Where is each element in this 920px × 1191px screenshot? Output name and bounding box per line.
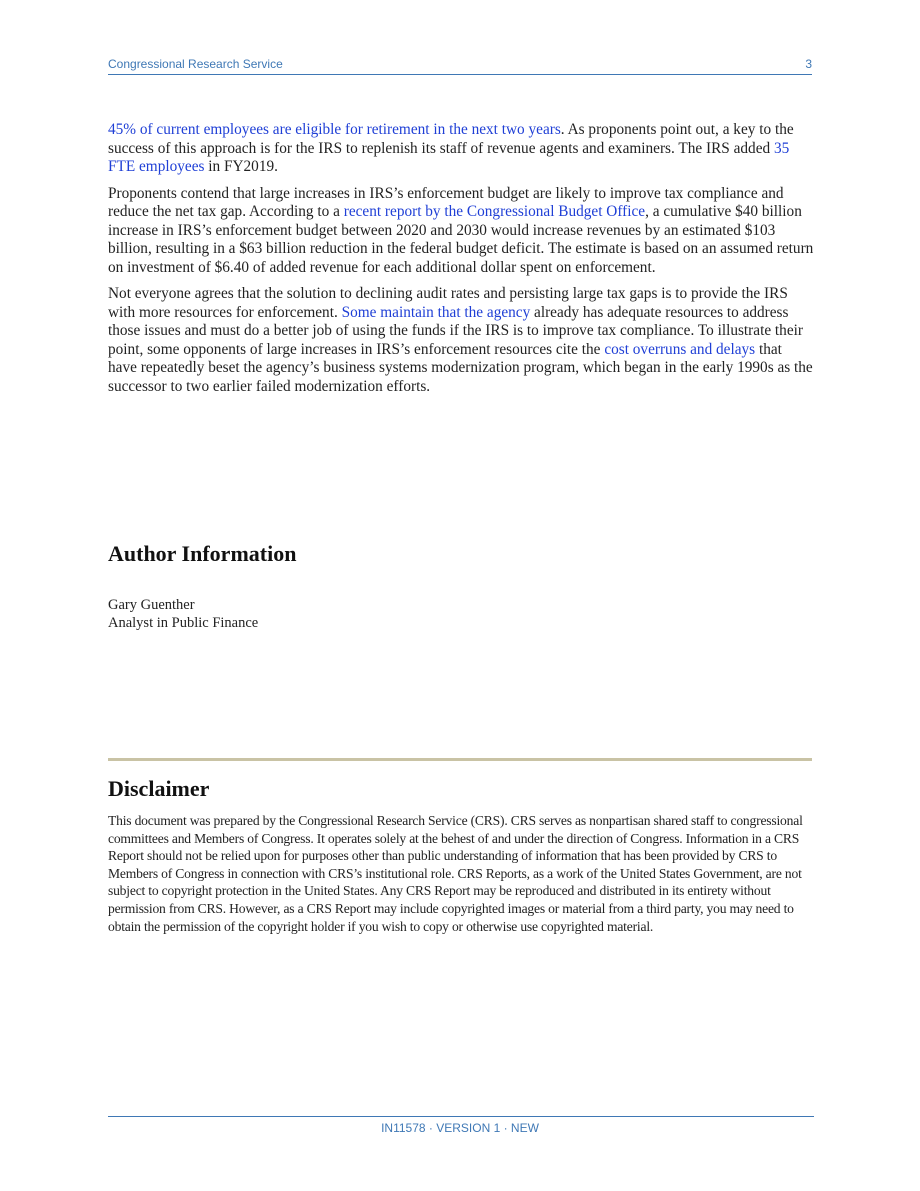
body-text — [108, 121, 814, 404]
paragraph-1-text-b: in FY2019. — [204, 158, 278, 175]
link-retirement-eligible[interactable]: 45% of current employees are eligible for retirement in the next two years — [108, 121, 561, 138]
disclaimer-text: This document was prepared by the Congressional Research Service (CRS). CRS serves as nonpartisan shared staff to congressional committees and Members of Congress. It operates solely at the behest of and under the direction of Congress. Information in a CRS Report should not be relied upon for purposes other than public understanding of information that has been provided by CRS to Members of Congress in connection with CRS’s institutional role. CRS Reports, as a work of the United States Government, are not subject to copyright protection in the United States. Any CRS Report may be reproduced and distributed in its entirety without permission from CRS. However, as a CRS Report may include copyrighted images or material from a third party, you may need to obtain the permission of the copyright holder if you wish to copy or otherwise use copyrighted material. — [108, 813, 803, 934]
paragraph-3-text-a: Not everyone agrees that the solution to declining audit rates and persisting large tax gaps is to provide the IRS with more resources for enforcement. — [108, 285, 788, 321]
paragraph-2 — [108, 185, 814, 278]
author-name: Gary Guenther — [108, 597, 195, 613]
link-cost-overruns[interactable]: cost overruns and delays — [604, 340, 756, 358]
paragraph-3-text-c: that have repeatedly beset the agency’s business systems modernization program, which began in the early 1990s as the successor to two earlier failed modernization efforts. — [108, 340, 813, 395]
author-information-heading: Author Information — [108, 541, 297, 566]
link-some-maintain[interactable]: Some maintain that the agency — [341, 303, 531, 321]
author-block — [108, 596, 258, 632]
paragraph-3-text-b: already has adequate resources to address those issues and must do a better job of using the funds if the IRS is to improve tax compliance. To illustrate their point, some opponents of large increases in IRS’s enforcement resources cite the — [108, 303, 803, 358]
footer-document-id: IN11578 · VERSION 1 · NEW — [381, 1121, 539, 1135]
paragraph-2-text-a: Proponents contend that large increases in IRS’s enforcement budget are likely to improve tax compliance and reduce the net tax gap. According to a — [108, 184, 784, 220]
header-org-name: Congressional Research Service — [108, 57, 283, 71]
author-title: Analyst in Public Finance — [108, 615, 259, 631]
section-divider — [108, 758, 812, 761]
page-header — [108, 56, 812, 75]
link-fte-employees[interactable]: 35 FTE employees — [108, 139, 790, 175]
link-cbo-report[interactable]: recent report by the Congressional Budget Office — [343, 203, 646, 220]
footer-divider — [108, 1116, 814, 1117]
paragraph-2-text-b: , a cumulative $40 billion increase in IRS’s enforcement budget between 2020 and 2030 would increase revenues by an estimated $103 billion, resulting in a $63 billion reduction in the federal budget deficit. The estimate is based on an assumed return on investment of $6.40 of added revenue for each additional dollar spent on enforcement. — [108, 203, 814, 276]
header-page-number: 3 — [805, 57, 812, 71]
paragraph-1 — [108, 121, 814, 177]
disclaimer-heading: Disclaimer — [108, 776, 210, 801]
paragraph-3 — [108, 285, 814, 396]
paragraph-1-text-a: . As proponents point out, a key to the success of this approach is for the IRS to replenish its staff of revenue agents and examiners. The IRS added — [108, 121, 794, 157]
